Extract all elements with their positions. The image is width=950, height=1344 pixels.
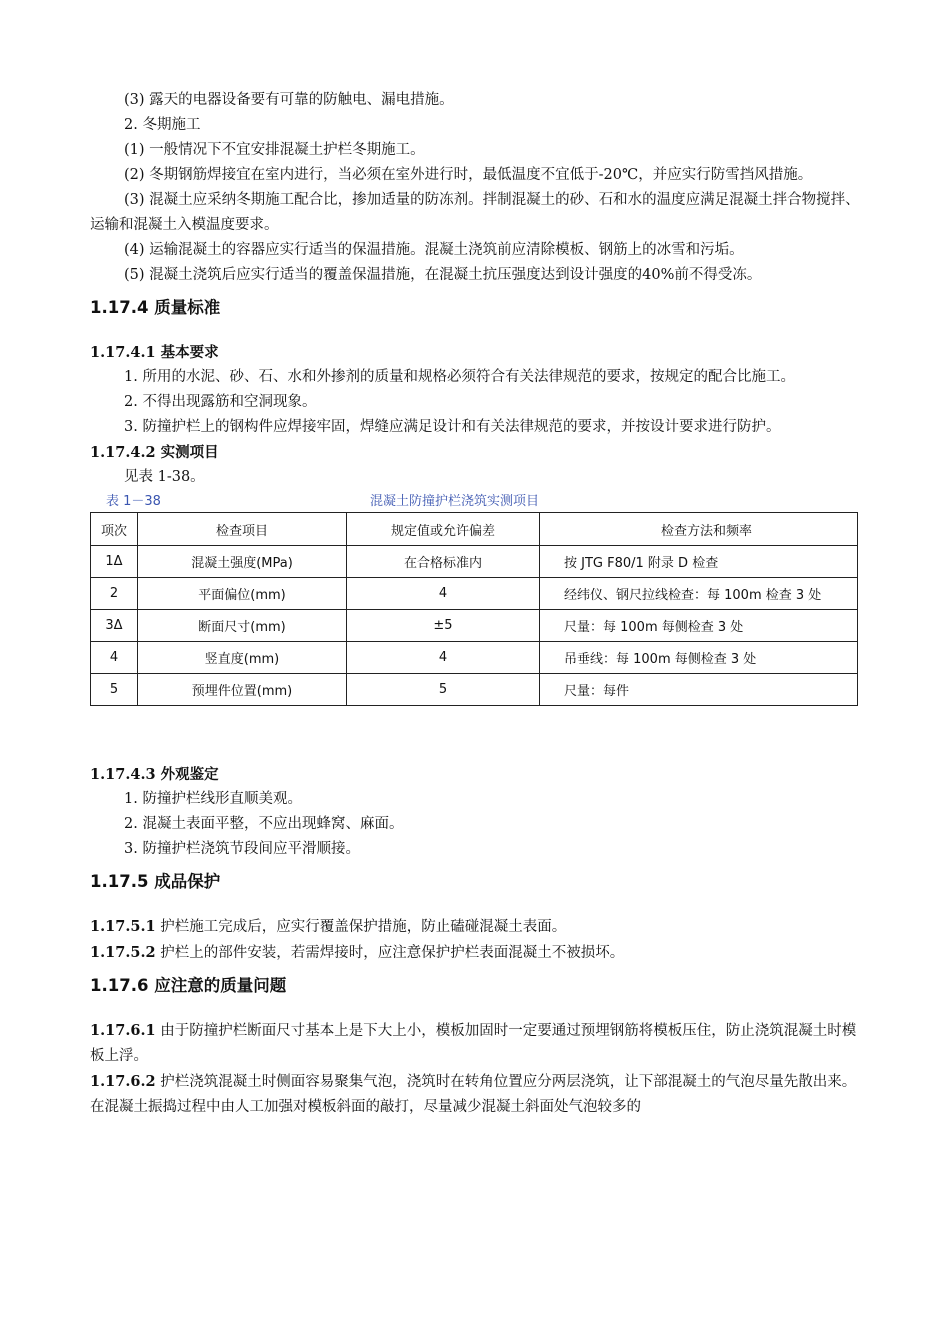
- table-cell: 4: [347, 578, 540, 610]
- subsection-heading-measured-items: 1.17.4.2 实测项目: [90, 444, 219, 461]
- table-reference: 见表 1-38。: [124, 469, 205, 485]
- quality-issue-item: [90, 1069, 860, 1120]
- table-cell: 2: [91, 578, 138, 610]
- table-cell: 5: [347, 674, 540, 706]
- requirement-item: 2. 不得出现露筋和空洞现象。: [124, 394, 317, 410]
- table-cell: 经纬仪、钢尺拉线检查：每 100m 检查 3 处: [540, 578, 858, 610]
- item-number: 1.17.6.2: [90, 1073, 156, 1090]
- table-row: [91, 642, 858, 674]
- intro-item: (5) 混凝土浇筑后应实行适当的覆盖保温措施，在混凝土抗压强度达到设计强度的40%前不得受冻。: [124, 267, 762, 283]
- appearance-item: 2. 混凝土表面平整，不应出现蜂窝、麻面。: [124, 816, 404, 832]
- table-cell: 混凝土强度(MPa): [138, 546, 347, 578]
- table-cell: 3Δ: [91, 610, 138, 642]
- table-header: 检查项目: [138, 513, 347, 546]
- appearance-item: 3. 防撞护栏浇筑节段间应平滑顺接。: [124, 841, 360, 857]
- intro-item: (2) 冬期钢筋焊接宜在室内进行，当必须在室外进行时，最低温度不宜低于-20℃，并应实行防雪挡风措施。: [124, 167, 813, 183]
- table-cell: 尺量：每件: [540, 674, 858, 706]
- inspection-table: [90, 512, 858, 706]
- table-row: [91, 546, 858, 578]
- table-cell: ±5: [347, 610, 540, 642]
- table-row: [91, 578, 858, 610]
- spacer: [90, 706, 860, 762]
- section-heading-1175: 1.17.5 成品保护: [90, 872, 221, 891]
- requirement-item: 1. 所用的水泥、砂、石、水和外掺剂的质量和规格必须符合有关法律规范的要求，按规定的配合比施工。: [124, 369, 795, 385]
- table-cell: 竖直度(mm): [138, 642, 347, 674]
- protection-item: [90, 940, 860, 966]
- table-cell: 5: [91, 674, 138, 706]
- item-number: 1.17.6.1: [90, 1022, 156, 1039]
- intro-item: (1) 一般情况下不宜安排混凝土护栏冬期施工。: [124, 142, 425, 158]
- section-heading-1174: 1.17.4 质量标准: [90, 298, 221, 317]
- item-number: 1.17.5.1: [90, 918, 156, 935]
- intro-item: (3) 露天的电器设备要有可靠的防触电、漏电措施。: [124, 92, 454, 108]
- quality-issue-item: [90, 1018, 860, 1069]
- intro-item: 2. 冬期施工: [124, 117, 201, 133]
- table-cell: 断面尺寸(mm): [138, 610, 347, 642]
- table-cell: 1Δ: [91, 546, 138, 578]
- table-row: [91, 610, 858, 642]
- table-cell: 平面偏位(mm): [138, 578, 347, 610]
- item-text: 护栏施工完成后，应实行覆盖保护措施，防止磕碰混凝土表面。: [160, 919, 567, 935]
- table-row: [91, 674, 858, 706]
- section-heading-1176: 1.17.6 应注意的质量问题: [90, 976, 287, 995]
- appearance-item: 1. 防撞护栏线形直顺美观。: [124, 791, 302, 807]
- table-header: 规定值或允许偏差: [347, 513, 540, 546]
- table-caption-title: 混凝土防撞护栏浇筑实测项目: [370, 494, 540, 509]
- table-caption-number: 表 1－38: [106, 494, 161, 509]
- table-cell: 尺量：每 100m 每侧检查 3 处: [540, 610, 858, 642]
- item-text: 护栏浇筑混凝土时侧面容易聚集气泡，浇筑时在转角位置应分两层浇筑，让下部混凝土的气泡尽量先散出来。在混凝土振捣过程中由人工加强对模板斜面的敲打，尽量减少混凝土斜面处气泡较多的: [90, 1074, 857, 1115]
- document-page: [90, 88, 860, 1120]
- protection-item: [90, 914, 860, 940]
- table-cell: 4: [91, 642, 138, 674]
- table-caption: [90, 490, 860, 512]
- item-text: 护栏上的部件安装，若需焊接时，应注意保护护栏表面混凝土不被损坏。: [160, 945, 625, 961]
- item-text: 由于防撞护栏断面尺寸基本上是下大上小，模板加固时一定要通过预埋钢筋将模板压住，防止浇筑混凝土时模板上浮。: [90, 1023, 857, 1064]
- intro-item: (4) 运输混凝土的容器应实行适当的保温措施。混凝土浇筑前应清除模板、钢筋上的冰雪和污垢。: [124, 242, 744, 258]
- table-cell: 4: [347, 642, 540, 674]
- table-header: 检查方法和频率: [540, 513, 858, 546]
- table-cell: 吊垂线：每 100m 每侧检查 3 处: [540, 642, 858, 674]
- table-cell: 预埋件位置(mm): [138, 674, 347, 706]
- subsection-heading-appearance: 1.17.4.3 外观鉴定: [90, 766, 219, 783]
- table-cell: 按 JTG F80/1 附录 D 检查: [540, 546, 858, 578]
- table-header: 项次: [91, 513, 138, 546]
- table-header-row: [91, 513, 858, 546]
- item-number: 1.17.5.2: [90, 944, 156, 961]
- requirement-item: 3. 防撞护栏上的钢构件应焊接牢固，焊缝应满足设计和有关法律规范的要求，并按设计要求进行防护。: [124, 419, 781, 435]
- table-cell: 在合格标准内: [347, 546, 540, 578]
- subsection-heading-basic-requirements: 1.17.4.1 基本要求: [90, 344, 219, 361]
- intro-item: (3) 混凝土应采纳冬期施工配合比，掺加适量的防冻剂。拌制混凝土的砂、石和水的温度应满足混凝土拌合物搅拌、运输和混凝土入模温度要求。: [90, 192, 860, 233]
